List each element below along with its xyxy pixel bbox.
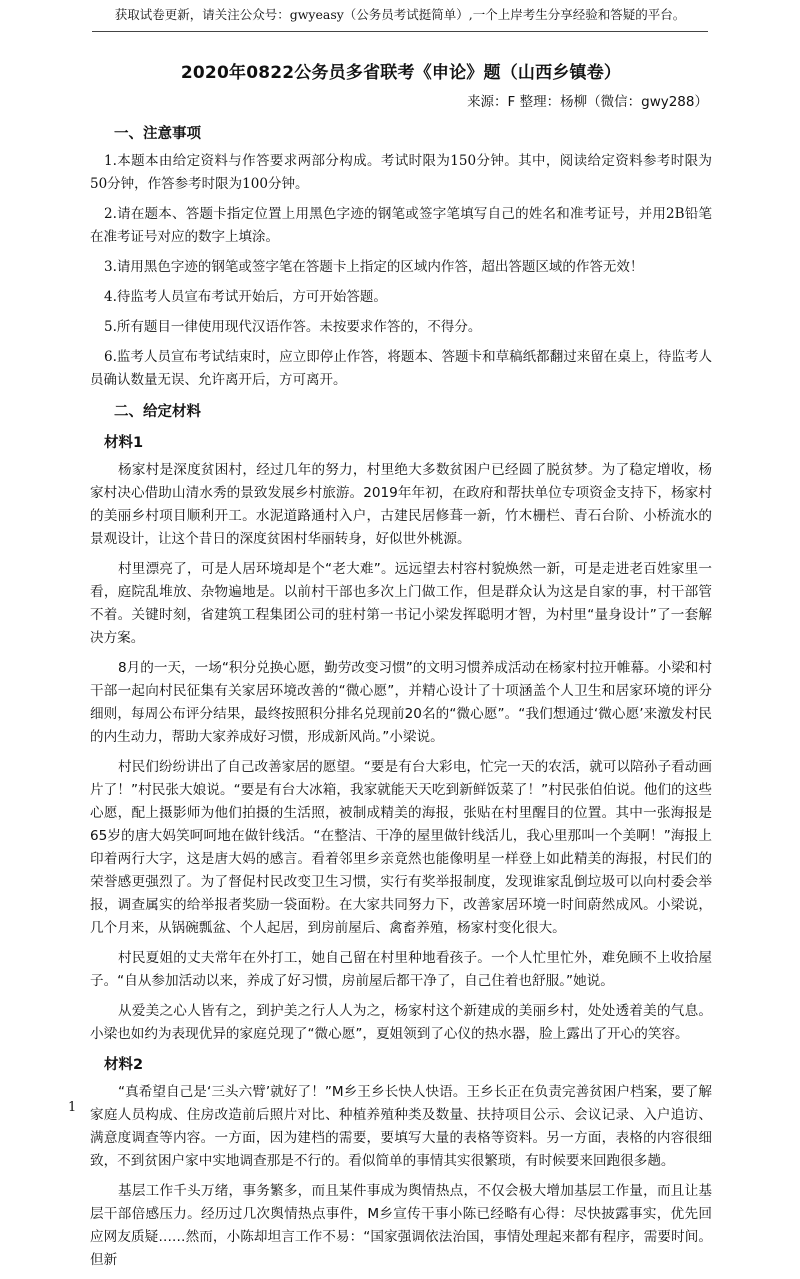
banner-text: 获取试卷更新，请关注公众号：gwyeasy（公务员考试挺简单）,一个上岸考生分享经验和答疑的平台。	[114, 7, 686, 22]
document-title: 2020年0822公务员多省联考《申论》题（山西乡镇卷）	[180, 63, 622, 83]
material-1-paragraph-2: 村里漂亮了，可是人居环境却是个“老大难”。远远望去村容村貌焕然一新，可是走进老百姓家里一看，庭院乱堆放、杂物遍地是。以前村干部也多次上门做工作，但是群众认为这是自家的事，村干部管不着。关键时刻，省建筑工程集团公司的驻村第一书记小梁发挥聪明才智，为村里“量身设计”了一套解决方案。	[90, 561, 712, 646]
notice-section	[90, 121, 712, 392]
materials-heading: 二、给定材料	[114, 404, 201, 420]
top-banner	[0, 0, 800, 31]
material-1-paragraph-5: 村民夏姐的丈夫常年在外打工，她自己留在村里种地看孩子。一个人忙里忙外，难免顾不上收拾屋子。“自从参加活动以来，养成了好习惯，房前屋后都干净了，自己住着也舒服。”她说。	[90, 950, 712, 989]
notice-item-1: 1.本题本由给定资料与作答要求两部分构成。考试时限为150分钟。其中，阅读给定资料参考时限为50分钟，作答参考时限为100分钟。	[90, 153, 712, 192]
notice-item-4: 4.待监考人员宣布考试开始后，方可开始答题。	[104, 289, 387, 305]
notice-heading: 一、注意事项	[114, 126, 201, 142]
page-number: 1	[68, 1100, 77, 1115]
source-line: 来源：F 整理：杨柳（微信：gwy288）	[467, 94, 708, 110]
material-2-paragraph-1: “真希望自己是‘三头六臂’就好了！”M乡王乡长快人快语。王乡长正在负责完善贫困户档案，要了解家庭人员构成、住房改造前后照片对比、种植养殖种类及数量、扶持项目公示、会议记录、入户追访、满意度调查等内容。一方面，因为建档的需要，要填写大量的表格等资料。另一方面，表格的内容很细致，不到贫困户家中实地调查那是不行的。看似简单的事情其实很繁琐，有时候要来回跑很多趟。	[90, 1084, 712, 1169]
notice-item-3: 3.请用黑色字迹的钢笔或签字笔在答题卡上指定的区域内作答，超出答题区域的作答无效！	[104, 259, 644, 275]
banner-divider	[92, 31, 708, 32]
document-page	[90, 58, 712, 1279]
material-1-title: 材料1	[104, 435, 144, 451]
notice-item-2: 2.请在题本、答题卡指定位置上用黑色字迹的钢笔或签字笔填写自己的姓名和准考证号，并用2B铅笔在准考证号对应的数字上填涂。	[90, 206, 712, 245]
notice-item-6: 6.监考人员宣布考试结束时，应立即停止作答，将题本、答题卡和草稿纸都翻过来留在桌上，待监考人员确认数量无误、允许离开后，方可离开。	[90, 349, 712, 388]
material-1-paragraph-6: 从爱美之心人皆有之，到护美之行人人为之，杨家村这个新建成的美丽乡村，处处透着美的气息。小梁也如约为表现优异的家庭兑现了“微心愿”，夏姐领到了心仪的热水器，脸上露出了开心的笑容。	[90, 1003, 712, 1042]
notice-item-5: 5.所有题目一律使用现代汉语作答。未按要求作答的，不得分。	[104, 319, 482, 335]
material-1-paragraph-3: 8月的一天，一场“积分兑换心愿，勤劳改变习惯”的文明习惯养成活动在杨家村拉开帷幕。小梁和村干部一起向村民征集有关家居环境改善的“微心愿”，并精心设计了十项涵盖个人卫生和居家环境的评分细则，每周公布评分结果，最终按照积分排名兑现前20名的“微心愿”。“我们想通过‘微心愿’来激发村民的内生动力，帮助大家养成好习惯，形成新风尚。”小梁说。	[90, 660, 712, 745]
material-2-title: 材料2	[104, 1057, 144, 1073]
materials-section	[90, 399, 712, 1272]
material-1-paragraph-1: 杨家村是深度贫困村，经过几年的努力，村里绝大多数贫困户已经圆了脱贫梦。为了稳定增收，杨家村决心借助山清水秀的景致发展乡村旅游。2019年年初，在政府和帮扶单位专项资金支持下，杨家村的美丽乡村项目顺利开工。水泥道路通村入户，古建民居修葺一新，竹木栅栏、青石台阶、小桥流水的景观设计，让这个昔日的深度贫困村华丽转身，好似世外桃源。	[90, 462, 712, 547]
material-1-paragraph-4: 村民们纷纷讲出了自己改善家居的愿望。“要是有台大彩电，忙完一天的农活，就可以陪孙子看动画片了！”村民张大娘说。“要是有台大冰箱，我家就能天天吃到新鲜饭菜了！”村民张伯伯说。他们的这些心愿，配上摄影师为他们拍摄的生活照，被制成精美的海报，张贴在村里醒目的位置。其中一张海报是65岁的唐大妈笑呵呵地在做针线活。“在整洁、干净的屋里做针线活儿，我心里那叫一个美啊！”海报上印着两行大字，这是唐大妈的感言。看着邻里乡亲竟然也能像明星一样登上如此精美的海报，村民们的荣誉感更强烈了。为了督促村民改变卫生习惯，实行有奖举报制度，发现谁家乱倒垃圾可以向村委会举报，调查属实的给举报者奖励一袋面粉。在大家共同努力下，改善家居环境一时间蔚然成风。小梁说，几个月来，从锅碗瓢盆、个人起居，到房前屋后、禽畜养殖，杨家村变化很大。	[90, 759, 712, 936]
material-2-paragraph-2: 基层工作千头万绪，事务繁多，而且某件事成为舆情热点，不仅会极大增加基层工作量，而且让基层干部倍感压力。经历过几次舆情热点事件，M乡宣传干事小陈已经略有心得：尽快披露事实，优先回应网友质疑……然而，小陈却坦言工作不易：“国家强调依法治国，事情处理起来都有程序，需要时间。但新	[90, 1183, 712, 1268]
